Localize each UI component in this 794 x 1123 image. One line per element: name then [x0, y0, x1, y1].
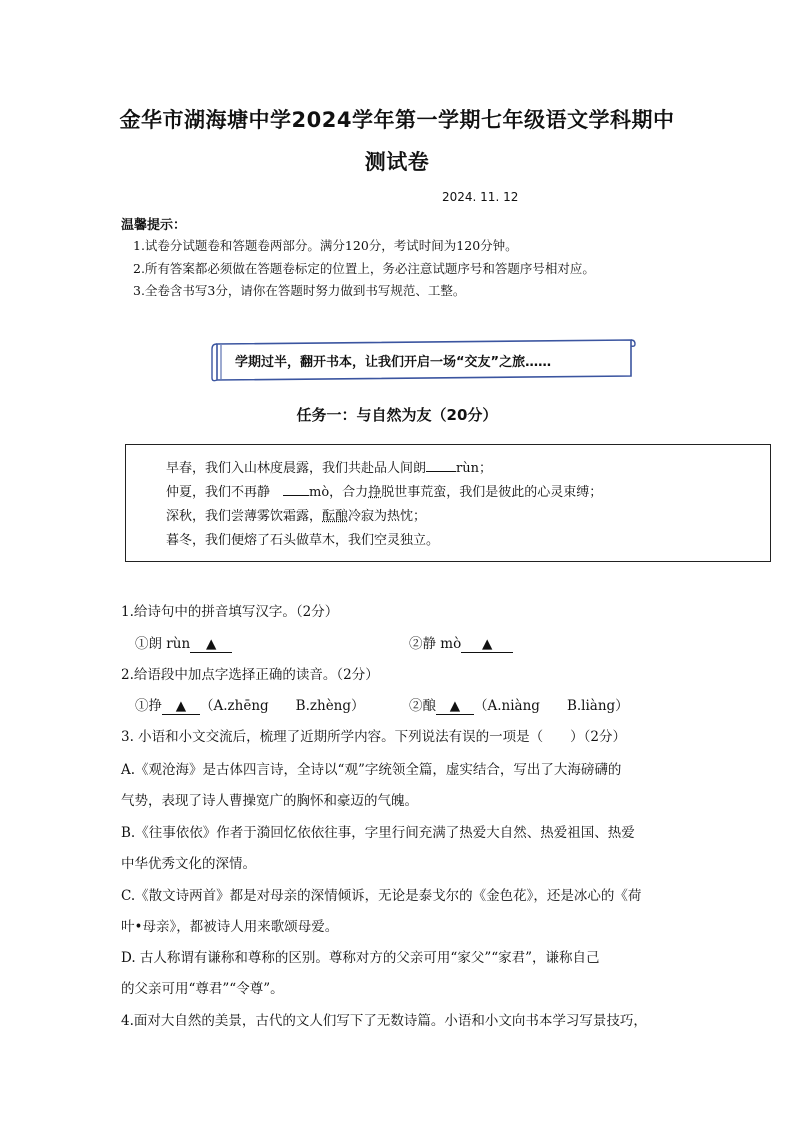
task1-heading: 任务一：与自然为友（20分）	[296, 406, 498, 424]
answer-blank[interactable]: ▲	[162, 698, 200, 715]
answer-blank[interactable]: ▲	[436, 698, 474, 715]
q2-option-1: ①挣 ▲ （A.zhēng B.zhèng）	[135, 698, 365, 714]
tips-title: 温馨提示：	[121, 218, 187, 233]
question-3-stem: 3. 小语和小文交流后，梳理了近期所学内容。下列说法有误的一项是（ ）（2分）	[121, 729, 627, 745]
tip-item: 2.所有答案都必须做在答题卷标定的位置上，务必注意试题序号和答题序号相对应。	[133, 261, 595, 276]
question-1-stem: 1.给诗句中的拼音填写汉字。（2分）	[121, 604, 339, 620]
q3-option-c: C.《散文诗两首》都是对母亲的深情倾诉，无论是泰戈尔的《金色花》，还是冰心的《荷	[121, 888, 642, 904]
question-4-stem: 4.面对大自然的美景，古代的文人们写下了无数诗篇。小语和小文向书本学习写景技巧，	[121, 1013, 647, 1029]
banner-scroll	[211, 338, 636, 380]
q3-option-b: B.《往事依依》作者于漪回忆依依往事，字里行间充满了热爱大自然、热爱祖国、热爱	[121, 825, 635, 841]
poem-line-3: 深秋，我们尝薄雾饮霜露，酝酿冷寂为热忱；	[166, 509, 427, 524]
q3-option-b-cont: 中华优秀文化的深情。	[121, 856, 256, 872]
poem-line-4: 暮冬，我们便熔了石头做草木，我们空灵独立。	[166, 533, 440, 548]
answer-blank[interactable]: ▲	[190, 636, 232, 653]
exam-title-line1: 金华市湖海塘中学2024学年第一学期七年级语文学科期中	[119, 108, 675, 132]
exam-title-line2: 测试卷	[364, 150, 430, 174]
poem-line-2: 仲夏，我们不再静 mò，合力挣脱世事荒蛮，我们是彼此的心灵束缚；	[166, 485, 603, 500]
tip-item: 3.全卷含书写3分，请你在答题时努力做到书写规范、工整。	[133, 283, 466, 298]
q2-option-2: ②酿 ▲ （A.niàng B.liàng）	[409, 698, 629, 714]
q3-option-a: A.《观沧海》是古体四言诗，全诗以“观”字统领全篇，虚实结合，写出了大海磅礴的	[121, 762, 622, 778]
poem-line-1: 早春，我们入山林度晨露，我们共赴品人间朗 rùn；	[166, 461, 492, 476]
q3-option-d-cont: 的父亲可用“尊君”“令尊”。	[121, 981, 284, 997]
exam-date: 2024. 11. 12	[442, 190, 519, 204]
banner-text: 学期过半，翻开书本，让我们开启一场“交友”之旅……	[235, 355, 552, 370]
q1-option-2: ②静 mò ▲	[409, 632, 513, 653]
poem-box	[125, 444, 771, 562]
answer-blank[interactable]: ▲	[461, 636, 513, 653]
q1-option-1: ①朗 rùn ▲	[135, 632, 232, 653]
q3-option-a-cont: 气势，表现了诗人曹操宽广的胸怀和豪迈的气魄。	[121, 793, 418, 809]
question-2-stem: 2.给语段中加点字选择正确的读音。（2分）	[121, 667, 379, 683]
q3-option-c-cont: 叶•母亲》，都被诗人用来歌颂母爱。	[121, 919, 339, 935]
q3-option-d: D. 古人称谓有谦称和尊称的区别。尊称对方的父亲可用“家父”“家君”，谦称自己	[121, 950, 600, 966]
tip-item: 1.试卷分试题卷和答题卷两部分。满分120分，考试时间为120分钟。	[133, 238, 518, 253]
